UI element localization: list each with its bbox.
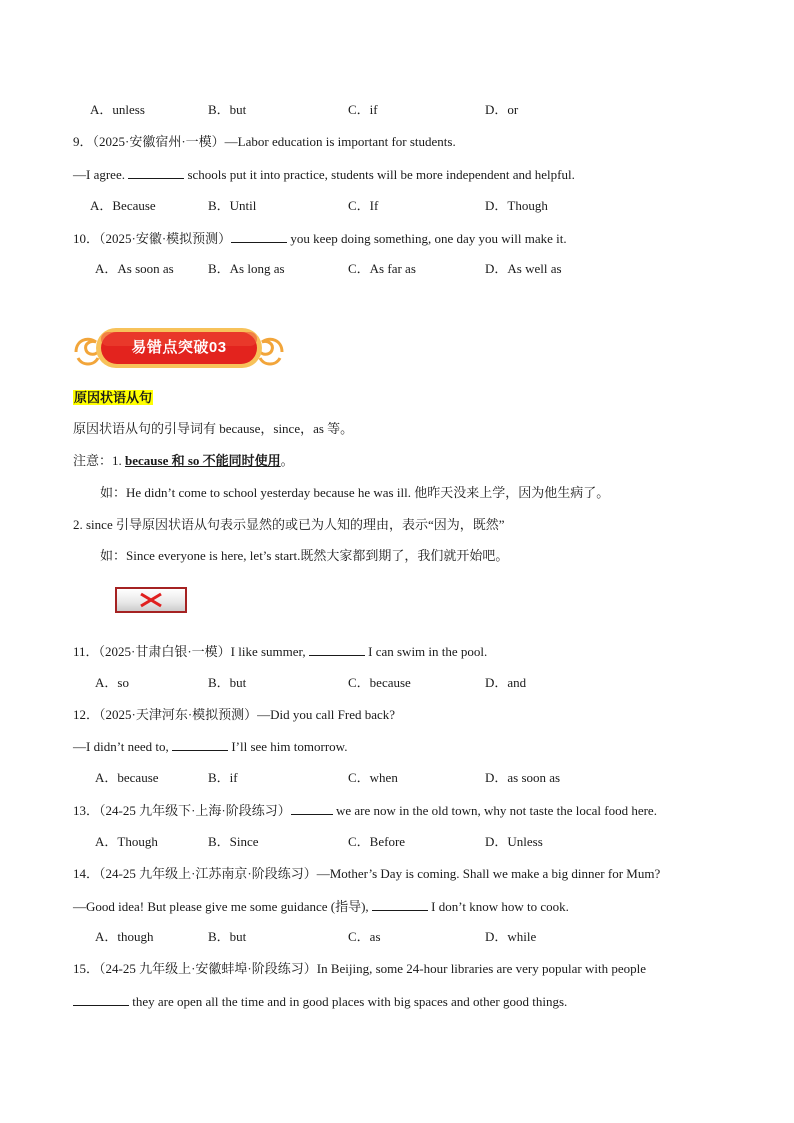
- q11-stem: [73, 643, 487, 660]
- q12-stem: 12．（2025·天津河东·模拟预测）—Did you call Fred back?: [73, 707, 396, 722]
- option-b[interactable]: B．if: [208, 770, 238, 785]
- answer-blank[interactable]: [372, 898, 428, 911]
- option-b[interactable]: B．but: [208, 102, 247, 117]
- section-banner: [72, 322, 286, 374]
- note-bold: because 和 so 不能同时使用: [125, 453, 281, 468]
- q14-line2: [73, 898, 569, 915]
- option-c[interactable]: C．as: [348, 929, 381, 944]
- q13-after: we are now in the old town, why not taste the local food here.: [332, 803, 657, 818]
- option-d[interactable]: D．while: [485, 929, 537, 944]
- q14-stem: 14．（24-25 九年级上·江苏南京·阶段练习）—Mother’s Day is coming. Shall we make a big dinner for Mum?: [73, 866, 661, 881]
- section-heading-text: 原因状语从句: [74, 390, 153, 405]
- q11-before: 11．（2025·甘肃白银·一模）I like summer,: [73, 644, 309, 659]
- q12-options: [0, 770, 794, 786]
- q10-options: [0, 261, 794, 277]
- note-end: 。: [280, 453, 294, 468]
- q11-options: [0, 675, 794, 691]
- option-b[interactable]: B．Until: [208, 198, 257, 213]
- q9-line2-before: —I agree.: [73, 167, 129, 182]
- q15-stem: 15．（24-25 九年级上·安徽蚌埠·阶段练习）In Beijing, some 24-hour libraries are very popular with people: [73, 961, 646, 976]
- q10-stem: [73, 230, 567, 247]
- q15-line2: [73, 993, 567, 1010]
- option-d[interactable]: D．As well as: [485, 261, 562, 276]
- q9-line2: [73, 166, 575, 183]
- option-c[interactable]: C．when: [348, 770, 398, 785]
- option-a[interactable]: A．unless: [90, 102, 145, 117]
- option-c[interactable]: C．As far as: [348, 261, 416, 276]
- q12-line2: [73, 738, 347, 755]
- option-b[interactable]: B．Since: [208, 834, 259, 849]
- q13-options: [0, 834, 794, 850]
- q10-after: you keep doing something, one day you will make it.: [287, 231, 567, 246]
- option-a[interactable]: A．Though: [95, 834, 158, 849]
- note-label: 注意：1.: [73, 453, 126, 468]
- section-note: [73, 453, 294, 469]
- option-c[interactable]: C．because: [348, 675, 411, 690]
- answer-blank[interactable]: [291, 802, 333, 815]
- q9-line2-after: schools put it into practice, students will be more independent and helpful.: [184, 167, 575, 182]
- q14-line2-before: —Good idea! But please give me some guidance (指导),: [73, 899, 372, 914]
- answer-blank[interactable]: [73, 993, 129, 1006]
- q12-line2-after: I’ll see him tomorrow.: [228, 739, 348, 754]
- option-d[interactable]: D．as soon as: [485, 770, 561, 785]
- option-a[interactable]: A．Because: [90, 198, 156, 213]
- q9-options: [0, 198, 794, 214]
- option-a[interactable]: A．As soon as: [95, 261, 174, 276]
- q8-options: [0, 102, 794, 118]
- q11-after: I can swim in the pool.: [364, 644, 488, 659]
- banner-title: 易错点突破03: [131, 339, 227, 356]
- q13-stem: [73, 802, 657, 819]
- q13-before: 13．（24-25 九年级下·上海·阶段练习）: [73, 803, 291, 818]
- section-heading: [73, 390, 153, 406]
- option-d[interactable]: D．Unless: [485, 834, 543, 849]
- answer-blank[interactable]: [231, 230, 287, 243]
- option-a[interactable]: A．so: [95, 675, 129, 690]
- option-c[interactable]: C．if: [348, 102, 378, 117]
- option-d[interactable]: D．Though: [485, 198, 548, 213]
- option-c[interactable]: C．If: [348, 198, 379, 213]
- option-b[interactable]: B．but: [208, 675, 247, 690]
- example-1: 如：He didn’t come to school yesterday because he was ill. 他昨天没来上学，因为他生病了。: [100, 485, 610, 500]
- q14-line2-after: I don’t know how to cook.: [427, 899, 569, 914]
- q12-line2-before: —I didn’t need to,: [73, 739, 173, 754]
- option-a[interactable]: A．though: [95, 929, 154, 944]
- q14-options: [0, 929, 794, 945]
- section-intro: 原因状语从句的引导词有 because，since，as 等。: [73, 421, 354, 436]
- option-b[interactable]: B．As long as: [208, 261, 285, 276]
- close-x-icon: [117, 589, 185, 611]
- answer-blank[interactable]: [128, 166, 184, 179]
- option-d[interactable]: D．or: [485, 102, 519, 117]
- q15-line2-after: they are open all the time and in good places with big spaces and other good things.: [129, 994, 568, 1009]
- option-a[interactable]: A．because: [95, 770, 159, 785]
- option-c[interactable]: C．Before: [348, 834, 406, 849]
- q9-stem: 9．（2025·安徽宿州·一模）—Labor education is important for students.: [73, 134, 456, 149]
- q10-before: 10．（2025·安徽·模拟预测）: [73, 231, 232, 246]
- x-mark-button[interactable]: [115, 587, 187, 613]
- option-b[interactable]: B．but: [208, 929, 247, 944]
- answer-blank[interactable]: [309, 643, 365, 656]
- answer-blank[interactable]: [172, 738, 228, 751]
- point-2: 2. since 引导原因状语从句表示显然的或已为人知的理由，表示“因为，既然”: [73, 517, 505, 532]
- example-2: 如：Since everyone is here, let’s start.既然大家都到期了，我们就开始吧。: [100, 548, 509, 563]
- option-d[interactable]: D．and: [485, 675, 527, 690]
